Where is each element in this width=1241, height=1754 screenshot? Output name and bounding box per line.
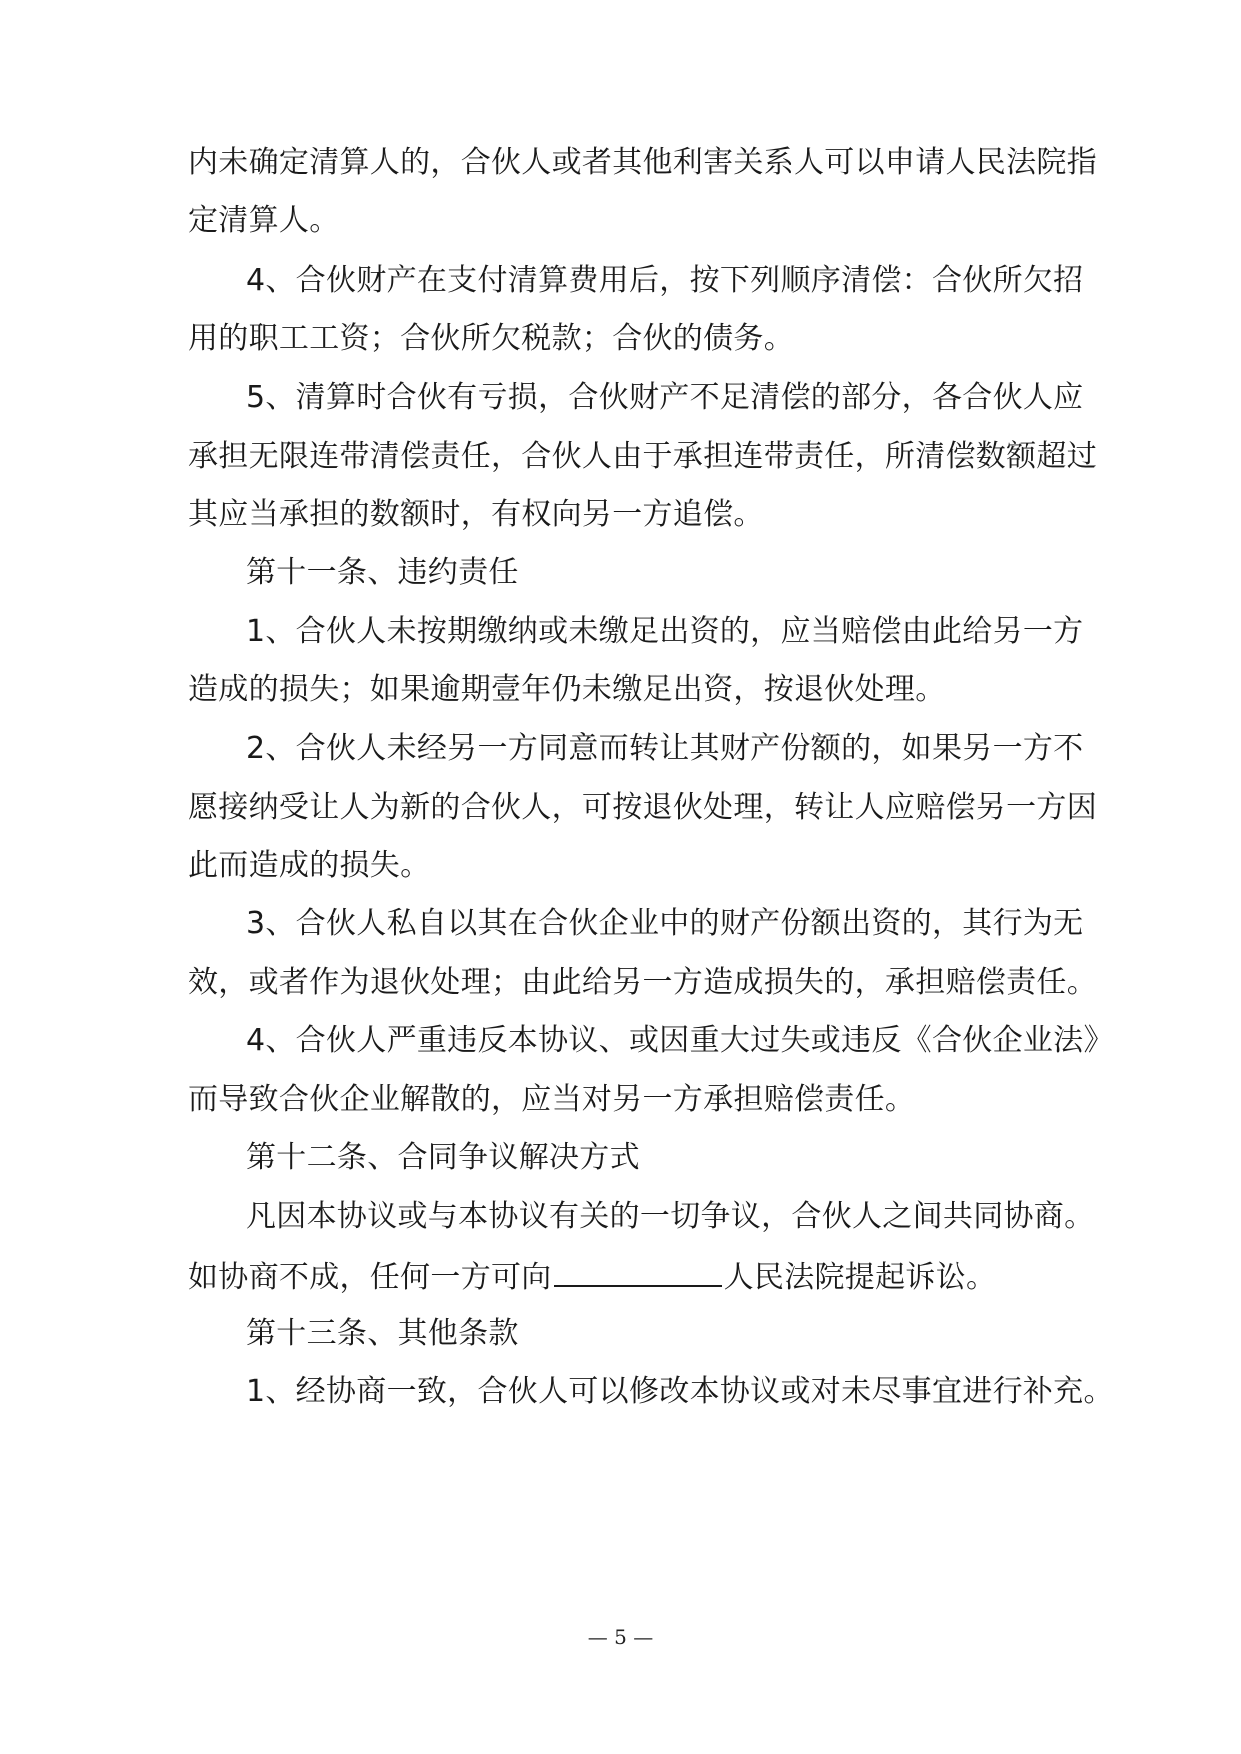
paragraph-line: 其应当承担的数额时，有权向另一方追偿。: [188, 497, 764, 532]
paragraph-text: 如协商不成，任何一方可向: [188, 1260, 552, 1295]
paragraph-line: 用的职工工资；合伙所欠税款；合伙的债务。: [188, 321, 794, 356]
paragraph-line: 此而造成的损失。: [188, 848, 431, 883]
paragraph-line: 4、合伙人严重违反本协议、或因重大过失或违反《合伙企业法》: [246, 1023, 1114, 1058]
paragraph-line: 1、经协商一致，合伙人可以修改本协议或对未尽事宜进行补充。: [246, 1374, 1114, 1409]
section-heading: 第十一条、违约责任: [246, 555, 519, 590]
paragraph-line: 定清算人。: [188, 203, 340, 238]
paragraph-line: 2、合伙人未经另一方同意而转让其财产份额的，如果另一方不: [246, 731, 1084, 766]
paragraph-line: 内未确定清算人的，合伙人或者其他利害关系人可以申请人民法院指: [188, 145, 1097, 180]
paragraph-line: 3、合伙人私自以其在合伙企业中的财产份额出资的，其行为无: [246, 906, 1084, 941]
paragraph-line-with-blank: [188, 1255, 1068, 1298]
paragraph-line: 愿接纳受让人为新的合伙人，可按退伙处理，转让人应赔偿另一方因: [188, 790, 1097, 825]
paragraph-line: 承担无限连带清偿责任，合伙人由于承担连带责任，所清偿数额超过: [188, 439, 1097, 474]
paragraph-line: 4、合伙财产在支付清算费用后，按下列顺序清偿：合伙所欠招: [246, 263, 1084, 298]
paragraph-line: 5、清算时合伙有亏损，合伙财产不足清偿的部分，各合伙人应: [246, 380, 1084, 415]
paragraph-line: 凡因本协议或与本协议有关的一切争议，合伙人之间共同协商。: [246, 1199, 1095, 1234]
paragraph-line: 1、合伙人未按期缴纳或未缴足出资的，应当赔偿由此给另一方: [246, 614, 1084, 649]
section-heading: 第十三条、其他条款: [246, 1316, 519, 1351]
fill-in-blank: [554, 1255, 722, 1287]
paragraph-line: 而导致合伙企业解散的，应当对另一方承担赔偿责任。: [188, 1082, 916, 1117]
page-number: — 5 —: [587, 1625, 654, 1649]
section-heading: 第十二条、合同争议解决方式: [246, 1140, 640, 1175]
paragraph-text: 人民法院提起诉讼。: [723, 1260, 997, 1295]
paragraph-line: 效，或者作为退伙处理；由此给另一方造成损失的，承担赔偿责任。: [188, 965, 1097, 1000]
paragraph-line: 造成的损失；如果逾期壹年仍未缴足出资，按退伙处理。: [188, 672, 946, 707]
